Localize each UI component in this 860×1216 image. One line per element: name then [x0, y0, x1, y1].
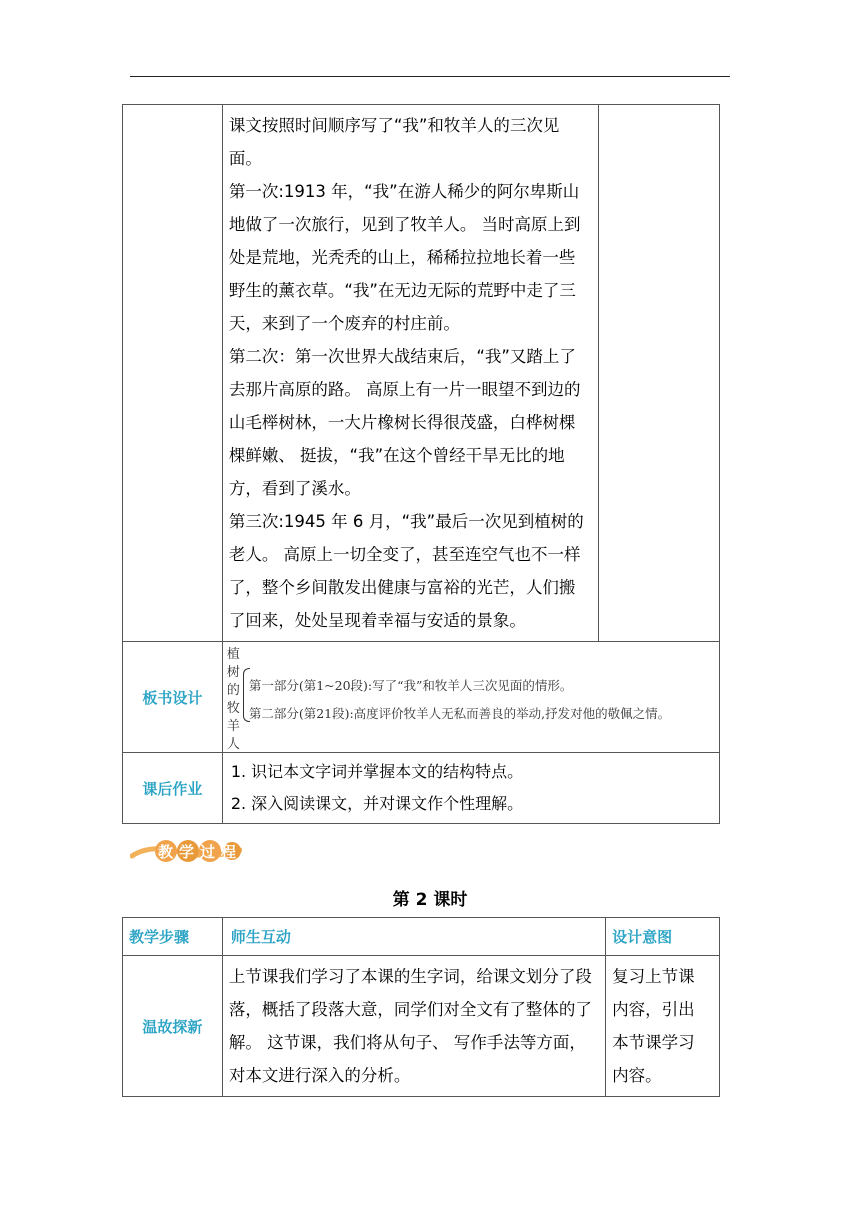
homework-item: 1. 识记本文字词并掌握本文的结构特点。 [230, 762, 524, 781]
board-title-char: 的 [226, 683, 240, 698]
board-design-cell [222, 642, 719, 753]
board-title-char: 羊 [226, 719, 240, 734]
board-vertical-title [227, 646, 243, 754]
teaching-process-badge [130, 838, 242, 864]
badge-text: 教学过程 [158, 843, 243, 861]
lesson-plan-table-top [122, 104, 720, 824]
board-title-char: 人 [226, 737, 240, 752]
board-design-label: 板书设计 [123, 642, 223, 753]
header-row [123, 918, 720, 956]
content-paragraph: 第三次:1945 年 6 月，“我”最后一次见到植树的老人。 高原上一切全变了，甚至连空气也不一样了，整个乡间散发出健康与富裕的光芒，人们搬了回来，处处呈现着幸福与安适的景象。 [228, 512, 584, 630]
content-paragraph: 课文按照时间顺序写了“我”和牧羊人的三次见面。 [228, 116, 560, 168]
intent-cell: 复习上节课内容，引出本节课学习内容。 [606, 956, 720, 1097]
header-rule [130, 76, 730, 77]
board-design-row [123, 642, 720, 753]
header-intent: 设计意图 [606, 918, 720, 956]
board-title-char: 植 [226, 647, 240, 662]
interaction-cell: 上节课我们学习了本课的生字词，给课文划分了段落，概括了段落大意，同学们对全文有了整体的了解。 这节课，我们将从句子、 写作手法等方面，对本文进行深入的分析。 [222, 956, 605, 1097]
board-title-char: 牧 [226, 701, 240, 716]
content-paragraph: 第二次：第一次世界大战结束后，“我”又踏上了去那片高原的路。 高原上有一片一眼望不到边的山毛榉树林，一大片橡树长得很茂盛，白桦树棵棵鲜嫩、 挺拔，“我”在这个曾经干旱无比的地方，看到了溪水。 [228, 347, 581, 498]
empty-label-cell [123, 105, 223, 642]
homework-row [123, 753, 720, 824]
homework-label: 课后作业 [123, 753, 223, 824]
board-line-1: 第一部分(第1~20段):写了“我”和牧羊人三次见面的情形。 [248, 678, 573, 693]
homework-cell [222, 753, 719, 824]
homework-item: 2. 深入阅读课文，并对课文作个性理解。 [230, 794, 524, 813]
empty-side-cell [599, 105, 720, 642]
board-diagram [223, 642, 719, 752]
board-line-2: 第二部分(第21段):高度评价牧羊人无私而善良的举动,抒发对他的敬佩之情。 [248, 706, 671, 721]
step-label: 温故探新 [123, 956, 223, 1097]
table-row [123, 956, 720, 1097]
header-step: 教学步骤 [123, 918, 223, 956]
content-paragraph: 第一次:1913 年，“我”在游人稀少的阿尔卑斯山地做了一次旅行，见到了牧羊人。 当时高原上到处是荒地，光秃秃的山上，稀稀拉拉地长着一些野生的薰衣草。“我”在无边无际的荒野中走了三天，来到了一个废弃的村庄前。 [228, 182, 581, 333]
board-title-char: 树 [226, 665, 240, 680]
lesson-plan-table-bottom [122, 917, 720, 1097]
content-row [123, 105, 720, 642]
header-interaction: 师生互动 [222, 918, 605, 956]
lesson-title: 第 2 课时 [392, 890, 468, 910]
content-cell [222, 105, 598, 642]
